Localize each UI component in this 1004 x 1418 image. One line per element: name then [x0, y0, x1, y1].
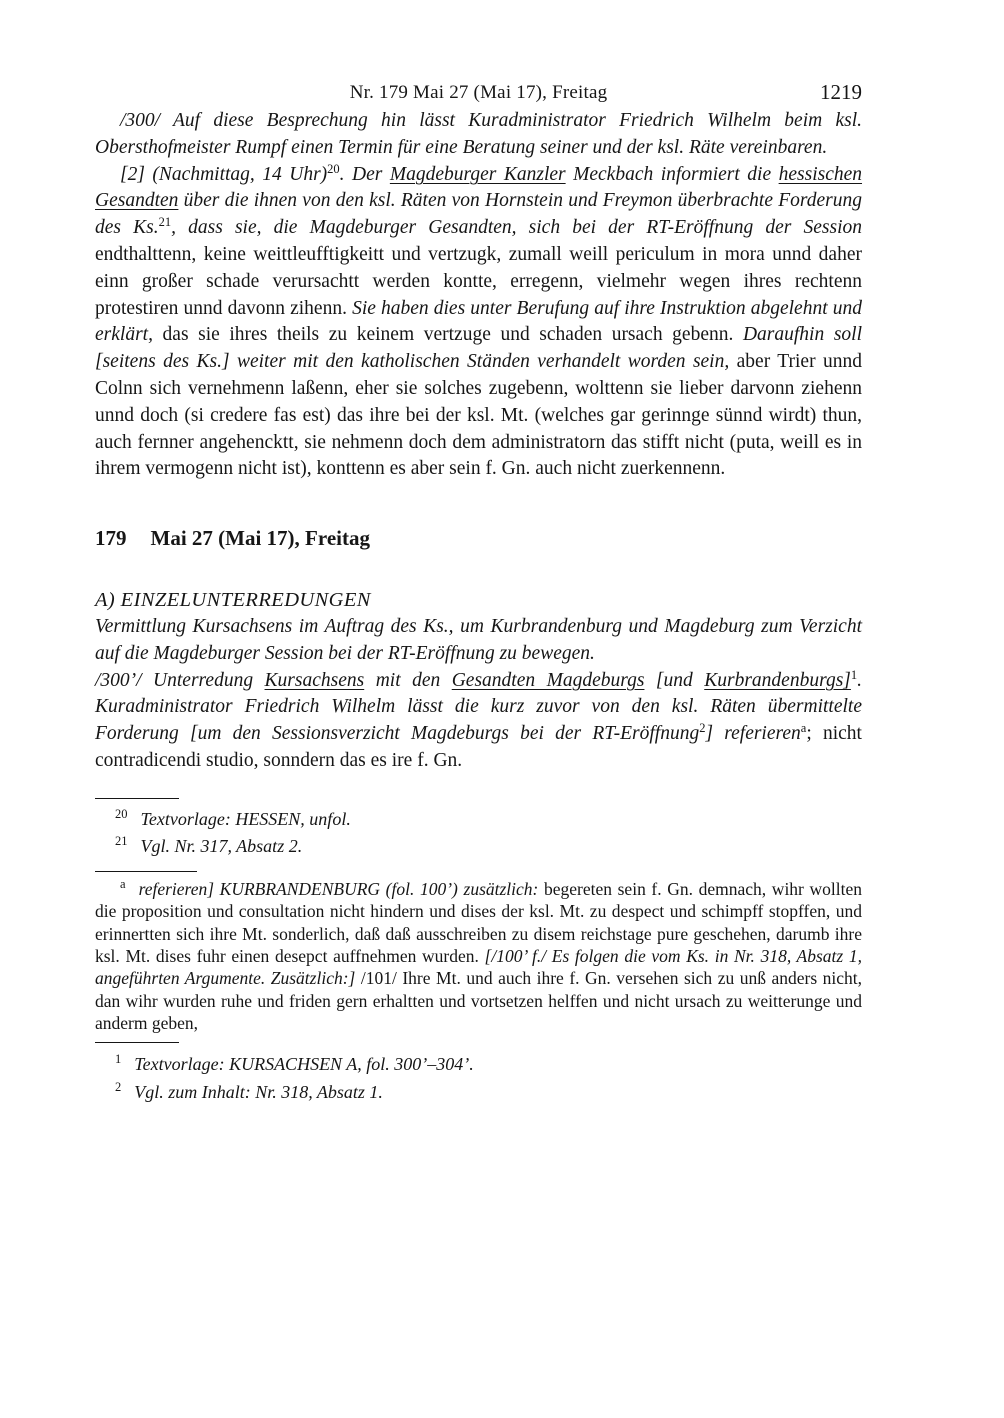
entry-heading [95, 525, 862, 551]
footnote-marker: 21 [158, 215, 172, 230]
text-segment: Kurbrandenburgs] [704, 669, 851, 691]
footnote-number: a [120, 876, 126, 891]
text-segment: ] referieren [705, 723, 801, 745]
text-segment: Sie haben dies unter Berufung auf ihre Instruktion abgelehnt und erklärt, [95, 297, 862, 346]
text-segment: Vermittlung Kursachsens im Auftrag des Ks., um Kurbrandenburg und Magdeburg zum Verzicht auf die Magdeburger Session bei der RT-Eröffnung zu bewegen. [95, 615, 862, 664]
footnote-number: 21 [115, 833, 128, 848]
text-segment: , dass sie, die Magdeburger Gesandten, sich bei der RT-Eröffnung der Session [171, 217, 862, 239]
text-segment: begereten sein f. Gn. demnach, wihr wollten die proposition und consultation nicht hindern und dises der ksl. Mt. zu despect und schimpff stopffen, und erinnertten sich ihre Mt. sonderlich, daß daß ausschreiben zu disem reichstage pure geschehen, darumb ihre ksl. Mt. dises fuhr einen desepct auffnehmen wurden. [95, 878, 862, 966]
footnote [95, 833, 862, 860]
text-segment: das sie ihres theils zu keinem vertzuge und schaden ursach gebenn. [152, 324, 743, 346]
footnote-number: 1 [115, 1051, 122, 1066]
text-segment: /300/ Auf diese Besprechung hin lässt Kuradministrator Friedrich Wilhelm beim ksl. Obersthofmeister Rumpf einen Termin für eine Beratung seiner und der ksl. Räte vereinbaren. [95, 110, 862, 158]
text-segment: mit den [364, 669, 452, 691]
footnote-number: 20 [115, 806, 128, 821]
footnote-group-apparatus [95, 871, 862, 1035]
page-header [95, 82, 862, 108]
text-segment: /101/ Ihre Mt. und auch ihre f. Gn. versehen sich zu unß anders nicht, dan wihr wurden ruhe und friden gern erhaltten und vortsetzen helffen und nicht ursach zu weitterunge und anderm geben, [95, 968, 863, 1034]
entry-title: Mai 27 (Mai 17), Freitag [150, 526, 370, 551]
text-segment: . Der [339, 163, 390, 185]
footnote-group-source [95, 1042, 862, 1106]
text-segment: Kursachsens [264, 669, 365, 691]
paragraph-2 [95, 162, 862, 484]
text-segment: Magdeburger Kanzler [389, 163, 566, 185]
footnote [95, 1050, 862, 1078]
text-segment: [2] (Nachmittag, 14 Uhr) [120, 163, 328, 185]
text-segment: Daraufhin soll [seitens des Ks.] weiter mit den katholischen Ständen verhandelt worden sein, [95, 324, 862, 373]
page-number: 1219 [820, 80, 862, 104]
footnote-number: 2 [115, 1079, 122, 1094]
main-text [95, 108, 862, 775]
footnote [95, 806, 862, 833]
text-segment: über die ihnen von den ksl. Räten von Hornstein und Freymon überbrachte Forderung des Ks. [95, 190, 862, 239]
text-segment: [/100’ f./ Es folgen die vom Ks. in Nr. 318, Absatz 1, angeführten Argumente. Zusätzlich:] [95, 945, 862, 989]
entry-number: 179 [95, 526, 127, 551]
text-segment: hessischen Gesandten [95, 163, 863, 212]
text-segment: aber Trier unnd Colnn sich vernehmenn laßenn, eher sie solches zugebenn, wolttenn sie lieber darvonn ziehenn unnd doch (si credere fas est) das ihre bei der ksl. Mt. (welches gar gerinnge sünnd wirdt) thun, auch fernner angehencktt, sie nehmenn doch dem administratorn das stifft nicht (puta, weill es in ihrem vermogenn nicht ist), konttenn es aber sein f. Gn. auch nicht zuerkennenn. [95, 351, 862, 480]
footnote-separator-rule [95, 1042, 179, 1043]
text-segment: [und [644, 669, 705, 691]
text-segment: Textvorlage: HESSEN, unfol. [140, 808, 351, 829]
footnote-marker: 2 [699, 721, 706, 736]
summary-paragraph [95, 614, 862, 668]
running-head: Nr. 179 Mai 27 (Mai 17), Freitag [349, 82, 608, 103]
footnote-separator-rule [95, 798, 179, 799]
paragraph-300 [95, 108, 862, 162]
paragraph-300prime [95, 668, 862, 775]
text-segment: Vgl. Nr. 317, Absatz 2. [140, 835, 303, 856]
footnote-marker: a [800, 721, 807, 736]
text-segment: endthalttenn, keine weittleufftigkeitt und vertzugk, zumall weill periculum in mora unnd daher einn großer schade verursachtt werden kontte, erregenn, vielmehr wegen ihres rechtenn protestiren unnd davonn zihenn. [95, 243, 862, 319]
footnote-marker: 1 [850, 667, 858, 682]
text-segment: Gesandten Magdeburgs [451, 669, 645, 691]
footnote-marker: 20 [327, 161, 340, 176]
text-segment: Meckbach informiert die [565, 163, 779, 185]
text-segment: /300’/ Unterredung [95, 669, 265, 691]
section-heading: A) EINZELUNTERREDUNGEN [95, 589, 371, 612]
footnote-group-numeric [95, 798, 862, 860]
text-segment: Vgl. zum Inhalt: Nr. 318, Absatz 1. [134, 1081, 383, 1102]
footnote [95, 1078, 862, 1106]
text-segment: Textvorlage: KURSACHSEN A, fol. 300’–304’. [134, 1053, 474, 1074]
footnote-separator-rule [95, 871, 197, 872]
text-segment: referieren] KURBRANDENBURG (fol. 100’) zusätzlich: [138, 878, 539, 899]
text-segment: . Kuradministrator Friedrich Wilhelm lässt die kurz zuvor von den ksl. Räten übermittelte Forderung [um den Sessionsverzicht Magdeburgs bei der RT-Eröffnung [95, 669, 863, 745]
text-segment: ; nicht contradicendi studio, sonndern das es ire f. Gn. [95, 723, 862, 771]
footnote [95, 878, 862, 1035]
